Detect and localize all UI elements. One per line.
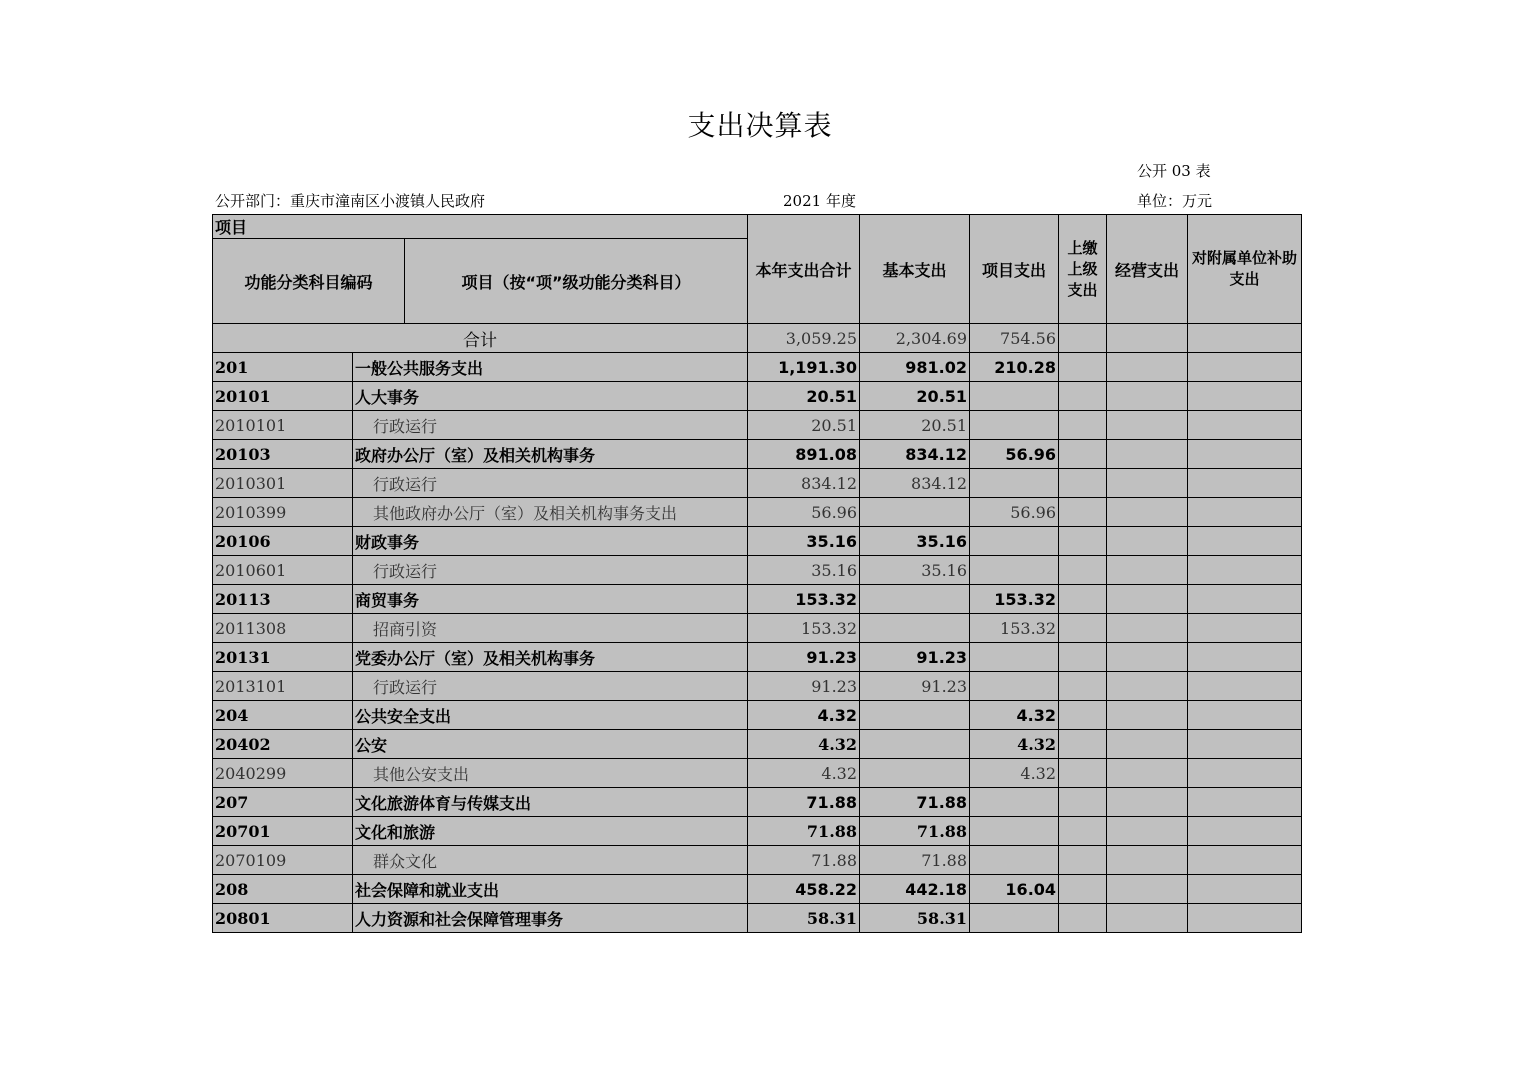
row-business [1107,730,1188,759]
row-name: 其他公安支出 [353,759,748,788]
row-upper [1059,382,1107,411]
row-name: 人大事务 [353,382,748,411]
row-basic [860,759,970,788]
row-basic [860,701,970,730]
row-upper [1059,498,1107,527]
row-subsidy [1188,498,1302,527]
row-total: 35.16 [748,527,860,556]
row-project: 4.32 [970,730,1059,759]
row-total: 458.22 [748,875,860,904]
row-name: 行政运行 [353,411,748,440]
row-project [970,643,1059,672]
row-total: 20.51 [748,411,860,440]
row-business [1107,353,1188,382]
row-subsidy [1188,759,1302,788]
total-label: 合计 [213,324,748,353]
row-project [970,788,1059,817]
row-basic [860,498,970,527]
unit-label: 单位：万元 [1137,192,1213,210]
row-code: 20701 [213,817,353,846]
table-row [213,701,1302,730]
row-total: 4.32 [748,759,860,788]
row-subsidy [1188,701,1302,730]
row-upper [1059,875,1107,904]
row-business [1107,875,1188,904]
table-row [213,730,1302,759]
row-basic: 20.51 [860,382,970,411]
row-total: 71.88 [748,788,860,817]
row-upper [1059,585,1107,614]
row-basic [860,614,970,643]
row-basic: 35.16 [860,527,970,556]
table-row [213,614,1302,643]
row-subsidy [1188,353,1302,382]
row-code: 204 [213,701,353,730]
row-code: 20402 [213,730,353,759]
row-upper [1059,353,1107,382]
row-name: 招商引资 [353,614,748,643]
row-total: 4.32 [748,730,860,759]
row-basic: 91.23 [860,643,970,672]
table-row [213,556,1302,585]
row-name: 群众文化 [353,846,748,875]
row-upper [1059,817,1107,846]
table-row [213,904,1302,933]
page-title: 支出决算表 [687,109,833,142]
row-basic: 834.12 [860,469,970,498]
header-project: 项目 [213,215,748,239]
row-project [970,817,1059,846]
row-code: 20113 [213,585,353,614]
row-code: 2010101 [213,411,353,440]
row-project [970,382,1059,411]
row-basic [860,730,970,759]
row-business [1107,672,1188,701]
row-subsidy [1188,382,1302,411]
table-row [213,469,1302,498]
total-basic: 2,304.69 [860,324,970,353]
row-total: 71.88 [748,817,860,846]
row-subsidy [1188,788,1302,817]
row-project: 4.32 [970,759,1059,788]
expenditure-table [212,214,1302,933]
row-code: 2070109 [213,846,353,875]
row-name: 文化旅游体育与传媒支出 [353,788,748,817]
row-business [1107,759,1188,788]
row-upper [1059,469,1107,498]
row-upper [1059,556,1107,585]
row-business [1107,643,1188,672]
row-upper [1059,411,1107,440]
row-total: 891.08 [748,440,860,469]
row-total: 1,191.30 [748,353,860,382]
row-basic [860,585,970,614]
row-subsidy [1188,643,1302,672]
table-row [213,672,1302,701]
table-row [213,411,1302,440]
row-project [970,672,1059,701]
row-upper [1059,701,1107,730]
row-upper [1059,904,1107,933]
row-subsidy [1188,614,1302,643]
row-business [1107,904,1188,933]
row-upper [1059,846,1107,875]
total-business [1107,324,1188,353]
row-project: 153.32 [970,614,1059,643]
row-subsidy [1188,527,1302,556]
fiscal-year: 2021 年度 [783,192,856,210]
row-upper [1059,527,1107,556]
row-business [1107,614,1188,643]
row-upper [1059,643,1107,672]
row-code: 20106 [213,527,353,556]
row-project [970,469,1059,498]
table-row [213,585,1302,614]
row-subsidy [1188,875,1302,904]
row-basic: 58.31 [860,904,970,933]
row-total: 20.51 [748,382,860,411]
row-business [1107,556,1188,585]
row-total: 91.23 [748,643,860,672]
row-basic: 71.88 [860,817,970,846]
table-row [213,817,1302,846]
row-subsidy [1188,846,1302,875]
row-total: 35.16 [748,556,860,585]
row-subsidy [1188,440,1302,469]
row-project: 56.96 [970,440,1059,469]
row-basic: 442.18 [860,875,970,904]
row-total: 153.32 [748,585,860,614]
row-name: 行政运行 [353,672,748,701]
table-row [213,498,1302,527]
header-name: 项目（按“项”级功能分类科目） [405,239,748,324]
header-upper: 上缴上级支出 [1059,215,1107,324]
table-row [213,440,1302,469]
header-project-expense: 项目支出 [970,215,1059,324]
row-name: 人力资源和社会保障管理事务 [353,904,748,933]
row-code: 207 [213,788,353,817]
row-upper [1059,440,1107,469]
row-upper [1059,759,1107,788]
row-name: 公共安全支出 [353,701,748,730]
row-name: 一般公共服务支出 [353,353,748,382]
row-name: 文化和旅游 [353,817,748,846]
row-code: 208 [213,875,353,904]
row-total: 153.32 [748,614,860,643]
header-code: 功能分类科目编码 [213,239,405,324]
row-project: 4.32 [970,701,1059,730]
row-business [1107,411,1188,440]
row-business [1107,382,1188,411]
row-project: 56.96 [970,498,1059,527]
table-row [213,788,1302,817]
row-project: 210.28 [970,353,1059,382]
row-project [970,904,1059,933]
row-basic: 91.23 [860,672,970,701]
row-subsidy [1188,672,1302,701]
row-upper [1059,614,1107,643]
row-business [1107,585,1188,614]
table-row [213,382,1302,411]
row-name: 政府办公厅（室）及相关机构事务 [353,440,748,469]
row-name: 行政运行 [353,556,748,585]
row-business [1107,788,1188,817]
row-subsidy [1188,411,1302,440]
total-amount: 3,059.25 [748,324,860,353]
table-row [213,353,1302,382]
row-code: 201 [213,353,353,382]
row-upper [1059,730,1107,759]
row-business [1107,846,1188,875]
total-project: 754.56 [970,324,1059,353]
row-name: 商贸事务 [353,585,748,614]
row-basic: 834.12 [860,440,970,469]
table-row [213,759,1302,788]
department-label: 公开部门：重庆市潼南区小渡镇人民政府 [215,192,486,210]
row-name: 财政事务 [353,527,748,556]
row-code: 2013101 [213,672,353,701]
row-business [1107,469,1188,498]
row-code: 20103 [213,440,353,469]
header-subsidy: 对附属单位补助支出 [1188,215,1302,324]
row-name: 党委办公厅（室）及相关机构事务 [353,643,748,672]
row-business [1107,527,1188,556]
row-project: 16.04 [970,875,1059,904]
row-code: 2010399 [213,498,353,527]
row-basic: 71.88 [860,846,970,875]
row-business [1107,817,1188,846]
row-basic: 981.02 [860,353,970,382]
row-code: 2040299 [213,759,353,788]
row-subsidy [1188,904,1302,933]
total-subsidy [1188,324,1302,353]
row-code: 2010601 [213,556,353,585]
row-name: 社会保障和就业支出 [353,875,748,904]
row-basic: 71.88 [860,788,970,817]
row-subsidy [1188,730,1302,759]
table-row [213,643,1302,672]
header-total: 本年支出合计 [748,215,860,324]
row-name: 公安 [353,730,748,759]
row-project [970,411,1059,440]
row-total: 58.31 [748,904,860,933]
header-basic: 基本支出 [860,215,970,324]
row-code: 2010301 [213,469,353,498]
row-code: 20101 [213,382,353,411]
row-subsidy [1188,469,1302,498]
row-name: 行政运行 [353,469,748,498]
row-subsidy [1188,585,1302,614]
row-project: 153.32 [970,585,1059,614]
row-total: 91.23 [748,672,860,701]
row-total: 56.96 [748,498,860,527]
row-business [1107,701,1188,730]
row-total: 4.32 [748,701,860,730]
row-business [1107,440,1188,469]
row-total: 834.12 [748,469,860,498]
total-upper [1059,324,1107,353]
table-row [213,875,1302,904]
row-project [970,556,1059,585]
header-business: 经营支出 [1107,215,1188,324]
row-code: 20131 [213,643,353,672]
row-business [1107,498,1188,527]
row-subsidy [1188,556,1302,585]
row-code: 2011308 [213,614,353,643]
row-total: 71.88 [748,846,860,875]
row-project [970,846,1059,875]
row-name: 其他政府办公厅（室）及相关机构事务支出 [353,498,748,527]
row-code: 20801 [213,904,353,933]
row-project [970,527,1059,556]
row-upper [1059,672,1107,701]
form-number: 公开 03 表 [1137,162,1211,180]
row-subsidy [1188,817,1302,846]
row-upper [1059,788,1107,817]
row-basic: 35.16 [860,556,970,585]
table-row [213,527,1302,556]
row-basic: 20.51 [860,411,970,440]
table-row [213,846,1302,875]
